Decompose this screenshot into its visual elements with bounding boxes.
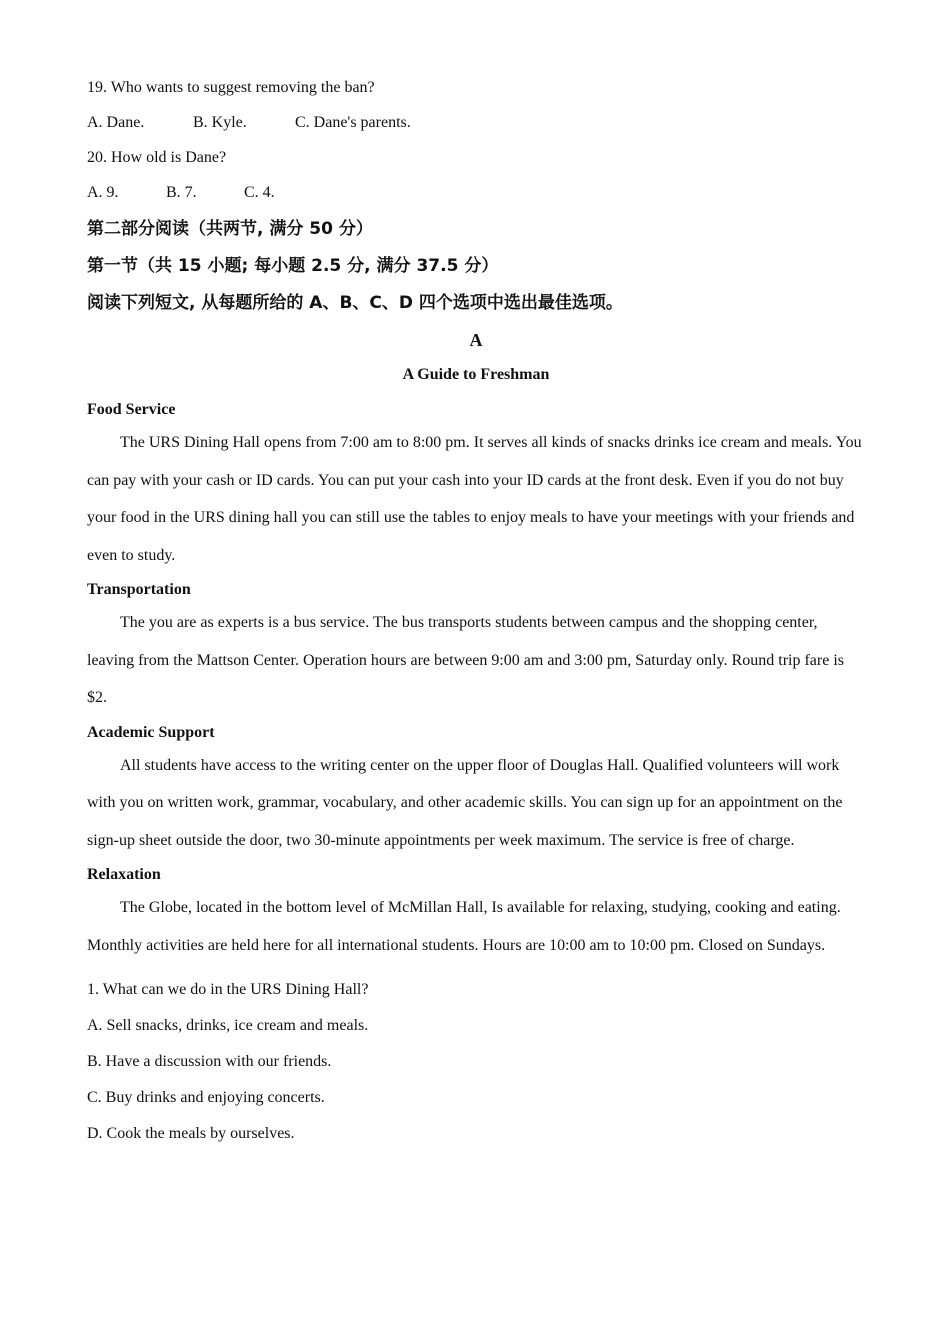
question-1-option-b: B. Have a discussion with our friends.	[87, 1053, 332, 1070]
reading-instruction: 阅读下列短文, 从每题所给的 A、B、C、D 四个选项中选出最佳选项。	[87, 293, 623, 313]
question-19-options	[87, 113, 865, 133]
q20-option-c: C. 4.	[244, 184, 275, 201]
section-text-transportation: The you are as experts is a bus service. The bus transports students between campus and the shopping center, leaving from the Mattson Center. Operation hours are between 9:00 am and 3:00 pm, Saturday only. Round trip fare is $2.	[87, 614, 845, 706]
passage-label: A	[469, 330, 483, 350]
section-text-academic-support: All students have access to the writing center on the upper floor of Douglas Hall. Qualified volunteers will work with you on written work, grammar, vocabulary, and other academic skills. You can sign up for an appointment on the sign-up sheet outside the door, two 30-minute appointments per week maximum. The service is free of charge.	[87, 756, 843, 849]
section-one-heading: 第一节（共 15 小题; 每小题 2.5 分, 满分 37.5 分）	[87, 256, 499, 276]
question-1-option-c: C. Buy drinks and enjoying concerts.	[87, 1089, 325, 1106]
question-20: 20. How old is Dane?	[87, 149, 227, 166]
question-1-option-d: D. Cook the meals by ourselves.	[87, 1125, 295, 1142]
section-heading-transportation: Transportation	[87, 581, 191, 598]
section-heading-relaxation: Relaxation	[87, 866, 161, 883]
section-heading-food-service: Food Service	[87, 401, 176, 418]
part-two-heading: 第二部分阅读（共两节, 满分 50 分）	[87, 219, 373, 239]
q19-option-a: A. Dane.	[87, 114, 145, 131]
section-heading-academic-support: Academic Support	[87, 723, 215, 741]
q19-option-b: B. Kyle.	[193, 114, 247, 131]
question-20-options	[87, 183, 865, 203]
q20-option-b: B. 7.	[166, 184, 197, 201]
q20-option-a: A. 9.	[87, 184, 119, 201]
question-1-option-a: A. Sell snacks, drinks, ice cream and meals.	[87, 1017, 369, 1034]
section-text-food-service: The URS Dining Hall opens from 7:00 am to 8:00 pm. It serves all kinds of snacks drinks ice cream and meals. You can pay with your cash or ID cards. You can put your cash into your ID cards at the front desk. Even if you do not buy your food in the URS dining hall you can still use the tables to enjoy meals to have your meetings with your friends and even to study.	[87, 434, 862, 564]
passage-title: A Guide to Freshman	[402, 366, 550, 383]
question-19: 19. Who wants to suggest removing the ban?	[87, 79, 375, 96]
question-1: 1. What can we do in the URS Dining Hall?	[87, 981, 369, 998]
section-text-relaxation: The Globe, located in the bottom level of McMillan Hall, Is available for relaxing, studying, cooking and eating. Monthly activities are held here for all international students. Hours are 10:00 am to 10:00 pm. Closed on Sundays.	[87, 899, 841, 954]
document-page	[87, 78, 865, 1159]
q19-option-c: C. Dane's parents.	[295, 114, 411, 131]
